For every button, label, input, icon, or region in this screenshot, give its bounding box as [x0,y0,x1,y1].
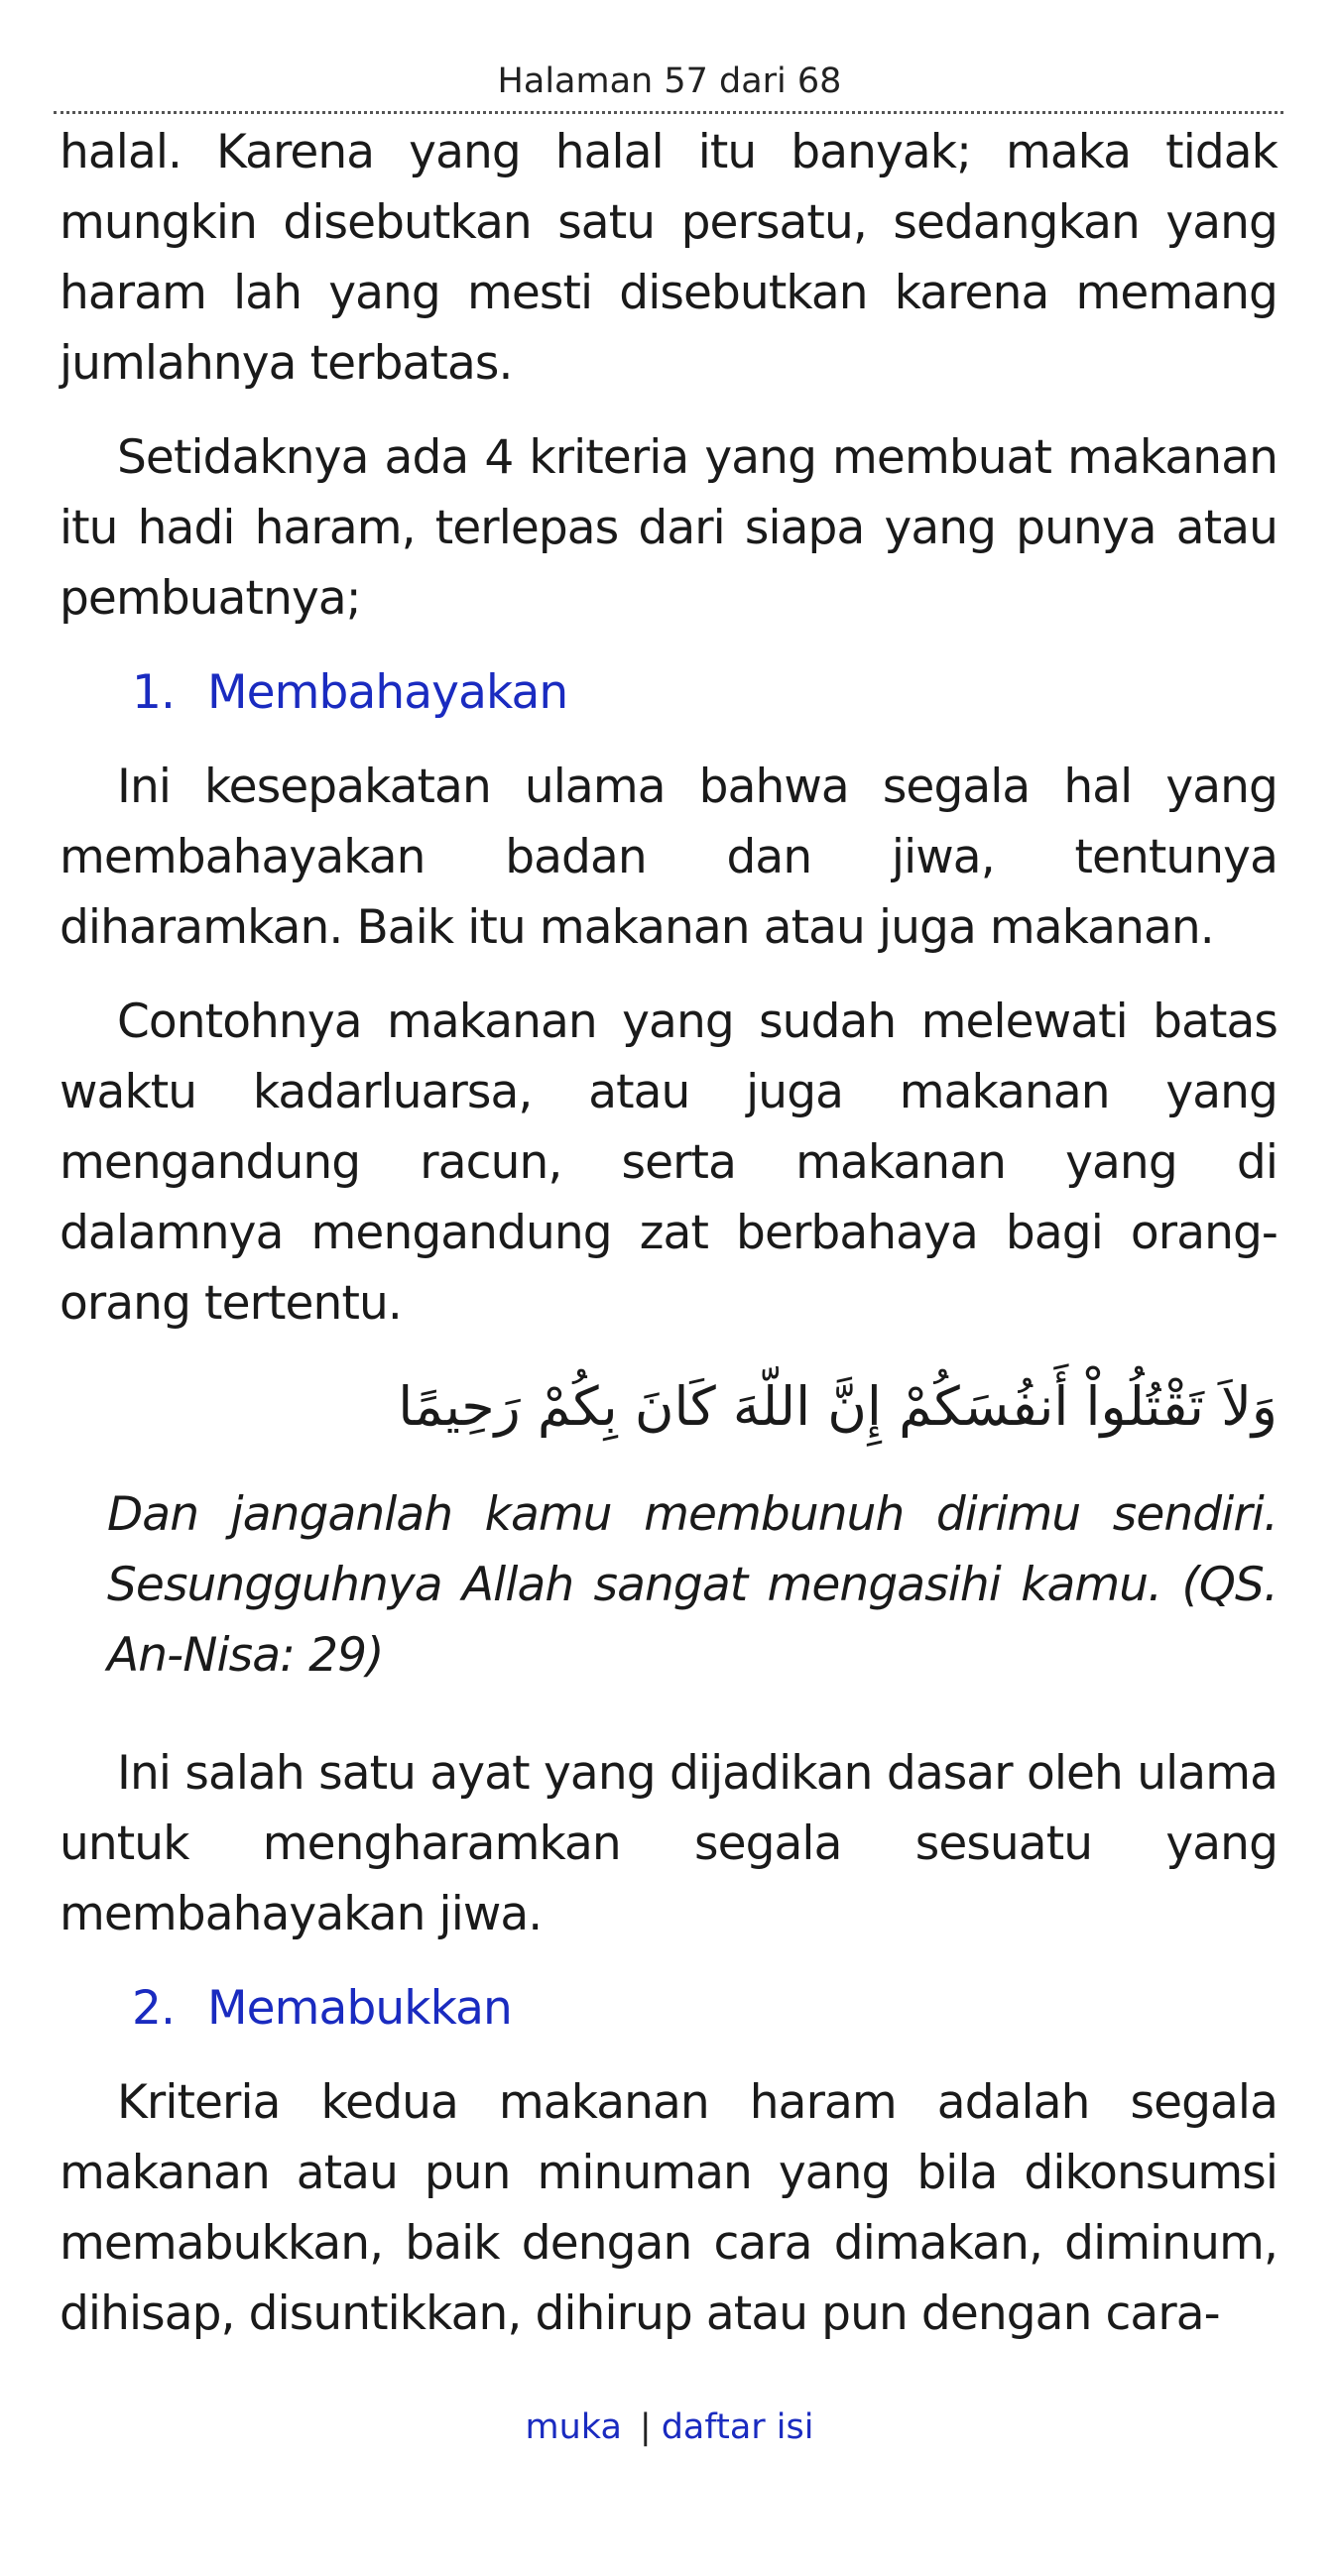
paragraph-verse-basis: Ini salah satu ayat yang dijadikan dasar oleh ulama untuk mengharamkan segala sesuatu yang membahayakan jiwa. [60,1746,1278,1941]
quran-verse-translation: Dan janganlah kamu membunuh dirimu sendiri. Sesungguhnya Allah sangat mengasihi kamu. (QS. An-Nisa: 29) [107,1487,1278,1683]
paragraph-criteria: Setidaknya ada 4 kriteria yang membuat makanan itu hadi haram, terlepas dari siapa yang punya atau pembuatnya; [60,430,1278,626]
heading-title: Memabukkan [207,1981,512,2036]
paragraph-intro: halal. Karena yang halal itu banyak; maka tidak mungkin disebutkan satu persatu, sedangkan yang haram lah yang mesti disebutkan karena memang jumlahnya terbatas. [60,125,1278,391]
heading-number: 2. [132,1981,176,2036]
front-page-link[interactable]: muka [525,2407,622,2447]
table-of-contents-link[interactable]: daftar isi [661,2407,814,2447]
paragraph-examples: Contohnya makanan yang sudah melewati batas waktu kadarluarsa, atau juga makanan yang mengandung racun, serta makanan yang di dalamnya mengandung zat berbahaya bagi orang-orang tertentu. [60,995,1278,1331]
page-content [60,117,1278,2373]
heading-number: 1. [132,665,176,720]
footer-separator: | [639,2407,652,2447]
heading-memabukkan [60,1973,1278,2044]
heading-membahayakan [60,657,1278,728]
heading-title: Membahayakan [207,665,568,720]
header-divider [54,111,1283,114]
quran-verse-arabic: وَلاَ تَقْتُلُواْ أَنفُسَكُمْ إِنَّ اللّهَ كَانَ بِكُمْ رَحِيمًا [398,1375,1278,1438]
paragraph-intoxicating: Kriteria kedua makanan haram adalah segala makanan atau pun minuman yang bila dikonsumsi memabukkan, baik dengan cara dimakan, diminum, dihisap, disuntikkan, dihirup atau pun dengan cara- [60,2075,1278,2341]
page-number-header: Halaman 57 dari 68 [497,61,842,101]
page-footer-nav [0,2403,1339,2451]
paragraph-consensus: Ini kesepakatan ulama bahwa segala hal yang membahayakan badan dan jiwa, tentunya diharamkan. Baik itu makanan atau juga makanan. [60,760,1278,955]
